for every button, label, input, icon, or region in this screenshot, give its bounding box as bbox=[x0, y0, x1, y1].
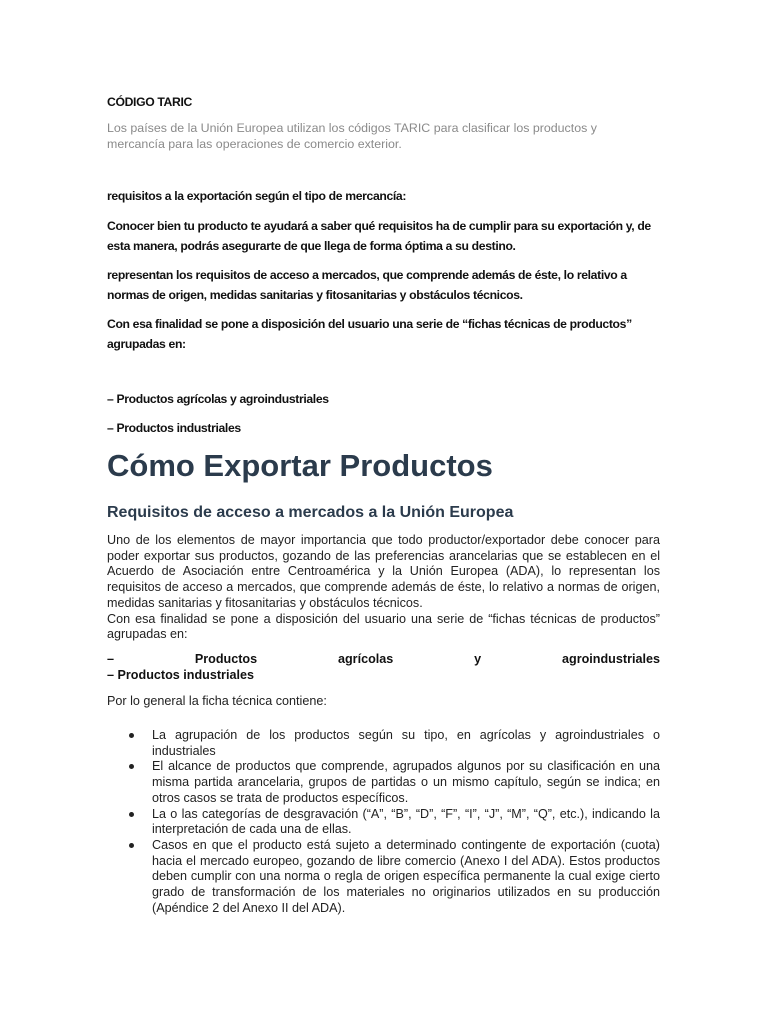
ficha-intro: Por lo general la ficha técnica contiene: bbox=[107, 694, 327, 708]
intro-representan: representan los requisitos de acceso a mercados, que comprende además de éste, lo relativo a normas de origen, medidas sanitarias y fitosanitarias y obstáculos técnicos. bbox=[107, 268, 627, 302]
main-paragraph bbox=[107, 533, 660, 643]
intro-conocer-producto: Conocer bien tu producto te ayudará a saber qué requisitos ha de cumplir para su exportación y, de esta manera, podrás asegurarte de que llega de forma óptima a su destino. bbox=[107, 219, 651, 253]
main-paragraph-text: Uno de los elementos de mayor importancia que todo productor/exportador debe conocer para poder exportar sus productos, gozando de las preferencias arancelarias que se establecen en el Acuerdo de Asociación entre Centroamérica y la Unión Europea (ADA), lo representan los requisitos de acceso a mercados, que comprende además de éste, lo relativo a normas de origen, medidas sanitarias y fitosanitarias y obstáculos técnicos. bbox=[107, 533, 660, 610]
list-item-text: La agrupación de los productos según su tipo, en agrícolas y agroindustriales o industriales bbox=[152, 728, 660, 758]
product-group-industriales: – Productos industriales bbox=[107, 667, 254, 682]
intro-requisitos: requisitos a la exportación según el tipo de mercancía: bbox=[107, 189, 407, 203]
list-item bbox=[107, 759, 660, 806]
product-word: agrícolas bbox=[337, 652, 394, 666]
section-subtitle: Requisitos de acceso a mercados a la Unión Europea bbox=[107, 504, 514, 521]
product-word: agroindustriales bbox=[562, 652, 660, 666]
bullet-icon bbox=[129, 733, 134, 738]
product-word: y bbox=[474, 652, 482, 666]
page-title: Cómo Exportar Productos bbox=[107, 448, 493, 483]
main-paragraph-text-2: Con esa finalidad se pone a disposición del usuario una serie de “fichas técnicas de productos” agrupadas en: bbox=[107, 611, 660, 642]
list-item bbox=[107, 838, 660, 917]
list-item-text: El alcance de productos que comprende, agrupados algunos por su clasificación en una misma partida arancelaria, grupos de partidas o un mismo capítulo, según se indica; en otros casos se trata de productos específicos. bbox=[152, 759, 660, 805]
bullet-icon bbox=[129, 812, 134, 817]
product-word: – bbox=[107, 652, 115, 666]
taric-description: Los países de la Unión Europea utilizan los códigos TARIC para clasificar los productos y mercancía para las operaciones de comercio exterior. bbox=[107, 121, 597, 151]
product-group-agricolas bbox=[107, 652, 660, 668]
bullet-icon bbox=[129, 764, 134, 769]
intro-item-industriales: – Productos industriales bbox=[107, 421, 241, 435]
intro-finalidad: Con esa finalidad se pone a disposición del usuario una serie de “fichas técnicas de productos” agrupadas en: bbox=[107, 317, 632, 351]
list-item bbox=[107, 728, 660, 759]
product-groups bbox=[107, 652, 660, 683]
list-item-text: La o las categorías de desgravación (“A”, “B”, “D”, “F”, “I”, “J”, “M”, “Q”, etc.), indicando la interpretación de cada una de ellas. bbox=[152, 806, 660, 837]
taric-heading: CÓDIGO TARIC bbox=[107, 95, 192, 109]
bullet-icon bbox=[129, 843, 134, 848]
intro-item-agricolas: – Productos agrícolas y agroindustriales bbox=[107, 392, 329, 406]
list-item bbox=[107, 807, 660, 838]
ficha-bullet-list bbox=[107, 728, 660, 916]
product-word: Productos bbox=[194, 652, 258, 666]
list-item-text: Casos en que el producto está sujeto a determinado contingente de exportación (cuota) hacia el mercado europeo, gozando de libre comercio (Anexo I del ADA). Estos productos deben cumplir con una norma o regla de origen específica permanente la cual exige cierto grado de transformación de los materiales no originarios utilizados en su producción (Apéndice 2 del Anexo II del ADA). bbox=[152, 837, 660, 915]
